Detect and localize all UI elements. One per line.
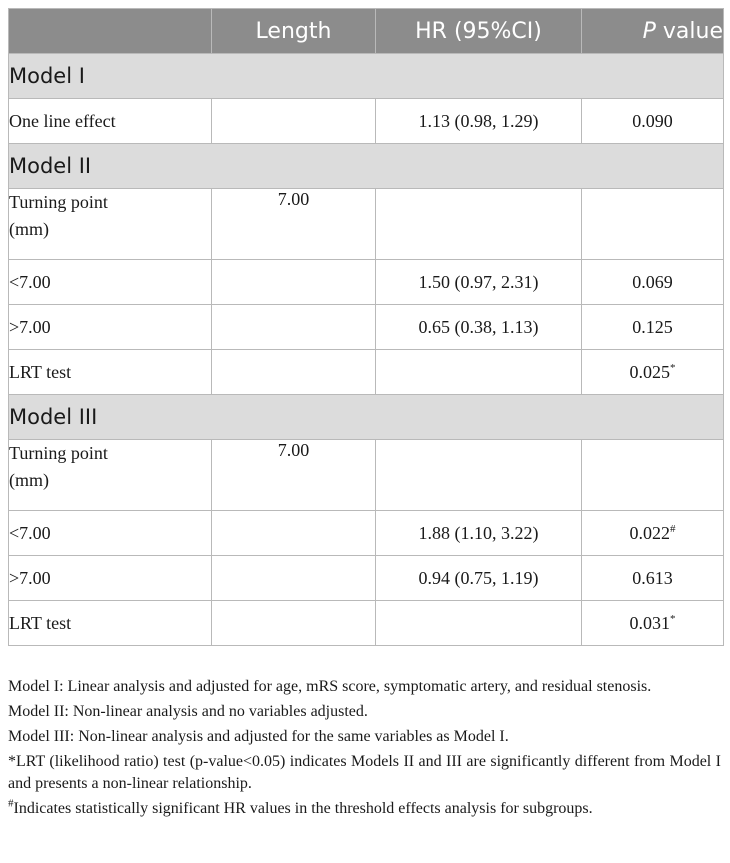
row-hr <box>376 440 582 511</box>
significance-mark: * <box>670 612 676 625</box>
footnote <box>8 726 721 748</box>
row-p-value <box>582 189 724 260</box>
table-row <box>9 260 724 305</box>
row-hr: 1.88 (1.10, 3.22) <box>376 511 582 556</box>
row-hr: 1.13 (0.98, 1.29) <box>376 99 582 144</box>
header-p-rest: value <box>655 18 723 44</box>
row-length <box>212 260 376 305</box>
section-header-row <box>9 144 724 189</box>
table-row <box>9 511 724 556</box>
row-length <box>212 511 376 556</box>
row-length <box>212 99 376 144</box>
section-header-row <box>9 395 724 440</box>
row-p-value: 0.125 <box>582 305 724 350</box>
row-length <box>212 601 376 646</box>
row-p-value <box>582 440 724 511</box>
footnote-text: Model I: Linear analysis and adjusted for age, mRS score, symptomatic artery, and residual stenosis. <box>8 678 652 695</box>
table-row <box>9 601 724 646</box>
footnote-mark: # <box>8 797 14 810</box>
row-p-value: 0.613 <box>582 556 724 601</box>
row-p-value: 0.022# <box>582 511 724 556</box>
row-hr: 0.94 (0.75, 1.19) <box>376 556 582 601</box>
footnote <box>8 676 721 698</box>
row-p-value: 0.031* <box>582 601 724 646</box>
footnote <box>8 798 721 820</box>
row-label: Turning point (mm) <box>9 189 212 260</box>
section-title: Model III <box>9 395 724 440</box>
section-header-row <box>9 54 724 99</box>
table-row <box>9 350 724 395</box>
header-hr: HR (95%CI) <box>376 9 582 54</box>
row-label: <7.00 <box>9 260 212 305</box>
row-length: 7.00 <box>212 189 376 260</box>
row-label: >7.00 <box>9 305 212 350</box>
table-header-row <box>9 9 724 54</box>
footnote-text: Model III: Non-linear analysis and adjusted for the same variables as Model I. <box>8 728 509 745</box>
row-label: LRT test <box>9 350 212 395</box>
table-footnotes <box>8 676 721 823</box>
footnote-text: *LRT (likelihood ratio) test (p-value<0.05) indicates Models II and III are significantly different from Model I and presents a non-linear relationship. <box>8 753 721 792</box>
row-length: 7.00 <box>212 440 376 511</box>
row-hr <box>376 350 582 395</box>
row-p-value: 0.090 <box>582 99 724 144</box>
significance-mark: # <box>670 522 676 535</box>
row-label: <7.00 <box>9 511 212 556</box>
row-label: LRT test <box>9 601 212 646</box>
footnote-text: Indicates statistically significant HR values in the threshold effects analysis for subgroups. <box>13 800 593 817</box>
footnote <box>8 701 721 723</box>
table-body <box>9 54 724 646</box>
row-length <box>212 350 376 395</box>
table-row <box>9 440 724 511</box>
row-hr <box>376 601 582 646</box>
significance-mark: * <box>670 361 676 374</box>
table-row <box>9 189 724 260</box>
footnote <box>8 751 721 795</box>
row-p-value: 0.069 <box>582 260 724 305</box>
header-length: Length <box>212 9 376 54</box>
threshold-effect-table <box>8 8 724 646</box>
row-hr <box>376 189 582 260</box>
header-p-italic: P <box>642 18 656 44</box>
row-label: Turning point (mm) <box>9 440 212 511</box>
row-length <box>212 556 376 601</box>
row-length <box>212 305 376 350</box>
row-label: One line effect <box>9 99 212 144</box>
section-title: Model I <box>9 54 724 99</box>
row-p-value: 0.025* <box>582 350 724 395</box>
header-p-value <box>582 9 724 54</box>
table-row <box>9 305 724 350</box>
row-label: >7.00 <box>9 556 212 601</box>
header-blank <box>9 9 212 54</box>
table-row <box>9 556 724 601</box>
row-hr: 1.50 (0.97, 2.31) <box>376 260 582 305</box>
table-row <box>9 99 724 144</box>
section-title: Model II <box>9 144 724 189</box>
footnote-text: Model II: Non-linear analysis and no variables adjusted. <box>8 703 368 720</box>
row-hr: 0.65 (0.38, 1.13) <box>376 305 582 350</box>
